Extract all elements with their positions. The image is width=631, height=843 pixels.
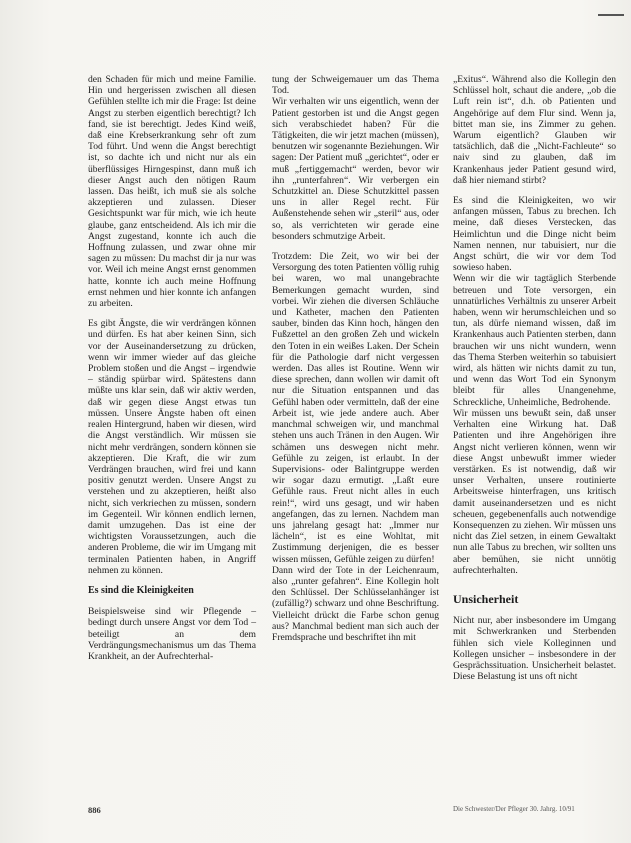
section-heading: Unsicherheit bbox=[453, 591, 519, 606]
paragraph: Es gibt Ängste, die wir verdrängen können und dürfen. Es hat aber keinen Sinn, sich vor der Auseinandersetzung zu drücken, wenn wir immer wieder auf das gleiche Problem stoßen und die Angst – irgendwie – ständig spürbar wird. Spätestens dann müßte uns klar sein, daß wir aktiv werden, daß wir gegen diese Angst etwas tun müssen. Unsere Ängste haben oft einen realen Hintergrund, haben wir diesen, wird die Angst verständlich. Wir müssen sie nicht mehr verdrängen, sondern können sie akzeptieren. Die Kraft, die wir zum Verdrängen brauchen, wird frei und kann positiv genutzt werden. Unsere Angst zu verstehen und zu akzeptieren, heißt also nicht, sich verkriechen zu müssen, sondern im Gegenteil. Wir können endlich lernen, damit umzugehen. Das ist eine der wichtigsten Voraussetzungen, auch die anderen Probleme, die wir im Umgang mit terminalen Patienten haben, in Angriff nehmen zu können. bbox=[88, 318, 256, 576]
paragraph: Es sind die Kleinigkeiten, wo wir anfangen müssen, Tabus zu brechen. Ich meine, daß dieses Verstecken, das Heimlichtun und die Dinge nicht beim Namen nennen, nur tabuisiert, nur die Angst schürt, die wir vor dem Tod sowieso haben. Wenn wir die wir tagtäglich Sterbende betreuen und Tote versorgen, ein unnatürliches Verhältnis zu unserer Arbeit haben, wenn wir herumschleichen und so tun, als dürfe niemand wissen, daß im Krankenhaus auch Patienten sterben, dann brauchen wir uns nicht wundern, wenn das Thema Sterben weiterhin so tabuisiert wird, als hätten wir nichts damit zu tun, und wenn das Wort Tod ein Synonym bleibt für alles Unangenehme, Schreckliche, Unheimliche, Bedrohende. Wir müssen uns bewußt sein, daß unser Verhalten eine Wirkung hat. Daß Patienten und ihre Angehörigen ihre Angst nicht verlieren können, wenn wir diese Angst unbewußt immer wieder verstärken. Es ist notwendig, daß wir unser Verhalten, unsere routinierte Arbeitsweise hinterfragen, uns kritisch damit auseinandersetzen und es nicht scheuen, gegebenenfalls auch notwendige Konsequenzen zu ziehen. Wir müssen uns nicht das Ziel setzen, in einem Gewaltakt nun alle Tabus zu brechen, wir sollten uns aber bemühen, sie nicht unnötig aufrechterhalten. bbox=[453, 195, 616, 576]
text-column-1 bbox=[88, 74, 256, 671]
running-footer: Die Schwester/Der Pfleger 30. Jahrg. 10/91 bbox=[453, 805, 575, 813]
paragraph: Trotzdem: Die Zeit, wo wir bei der Versorgung des toten Patienten völlig ruhig bei waren, wo mal unangebrachte Bemerkungen gemacht wurden, sind vorbei. Wir ziehen die diversen Schläuche und Katheter, machen den Patienten sauber, binden das Kinn hoch, hängen den Fußzettel an den großen Zeh und wickeln den Toten in ein weißes Laken. Der Schein für die Pathologie darf nicht vergessen werden. Das alles ist Routine. Wenn wir diese sprechen, dann wollen wir damit oft nur die Situation entspannen und das Gefühl haben oder vermitteln, daß der eine Arbeit ist, wie jede andere auch. Aber manchmal schweigen wir, und manchmal stehen uns auch Tränen in den Augen. Wir schämen uns deswegen nicht mehr. Gefühle zu zeigen, ist erlaubt. In der Supervisions- oder Balintgruppe werden wir sogar dazu ermutigt. „Laßt eure Gefühle raus. Freut nicht alles in euch rein!“, wird uns gesagt, und wir haben angefangen, das zu lernen. Nachdem man uns jahrelang gesagt hat: „Immer nur lächeln“, ist es eine Wohltat, mit Zustimmung derjenigen, die es besser wissen müssen, Gefühle zeigen zu dürfen! Dann wird der Tote in der Leichenraum, also „runter gefahren“. Eine Kollegin holt den Schlüssel. Der Schlüsselanhänger ist (zufällig?) schwarz und ohne Beschriftung. Vielleicht drückt die Farbe schon genug aus? Manchmal bedient man sich auch der Fremdsprache und beschriftet ihn mit bbox=[272, 251, 439, 643]
page-edge-mark bbox=[598, 14, 624, 16]
paragraph: „Exitus“. Während also die Kollegin den Schlüssel holt, schaut die andere, „ob die Luft rein ist“, d.h. ob Patienten und Angehörige auf dem Flur sind. Wenn ja, bittet man sie, ins Zimmer zu gehen. Warum eigentlich? Glauben wir tatsächlich, daß die „Nicht-Fachleute“ so naiv sind zu glauben, daß im Krankenhaus jeder Patient gesund wird, daß hier niemand stirbt? bbox=[453, 74, 616, 186]
paragraph: Nicht nur, aber insbesondere im Umgang mit Schwerkranken und Sterbenden fühlen sich viele Kolleginnen und Kollegen unsicher – insbesondere in der Gesprächssituation. Unsicherheit belastet. Diese Belastung ist uns oft nicht bbox=[453, 615, 616, 683]
section-heading: Es sind die Kleinigkeiten bbox=[88, 584, 194, 596]
text-column-2 bbox=[272, 74, 439, 652]
paragraph: tung der Schweigemauer um das Thema Tod. Wir verhalten wir uns eigentlich, wenn der Patient gestorben ist und die Angst gegen sich verabschiedet haben? Für die Tätigkeiten, die wir jetzt machen (müssen), benutzen wir sogenannte Beziehungen. Wir sagen: Der Patient muß „gerichtet“, oder er muß „fertiggemacht“ werden, bevor wir ihn „runterfahren“. Wir verbergen ein Schutzkittel an. Diese Schutzkittel passen uns in aller Regel recht. Für Außenstehende sehen wir „steril“ aus, oder so, als verrichteten wir gerade eine besonders schmutzige Arbeit. bbox=[272, 74, 440, 242]
page-number: 886 bbox=[88, 805, 101, 815]
paragraph: den Schaden für mich und meine Familie. Hin und hergerissen zwischen all diesen Gefühlen stellte ich mir die Frage: Ist deine Angst zu sterben eigentlich berechtigt? Ich fand, sie ist berechtigt. Jedes Kind weiß, daß eine Krebserkrankung sehr oft zum Tod führt. Und wenn die Angst berechtigt ist, so dachte ich und nicht nur als ein überflüssiges Hirngespinst, dann muß ich dieser Angst auch den nötigen Raum lassen. Das heißt, ich muß sie als solche akzeptieren und zulassen. Dieser Gesichtspunkt war für mich, wie ich heute glaube, ganz entscheidend. Als ich mir die Angst zugestand, konnte ich auch die Hoffnung zulassen, und zwar ohne mir sagen zu müssen: Du machst dir ja nur was vor. Weil ich meine Angst ernst genommen hatte, konnte ich auch meine Hoffnung ernst nehmen und hier konnte ich anfangen zu arbeiten. bbox=[88, 74, 256, 310]
text-column-3 bbox=[453, 74, 616, 691]
paragraph: Beispielsweise sind wir Pflegende – bedingt durch unsere Angst vor dem Tod – beteiligt an dem Verdrängungsmechanismus um das Thema Krankheit, an der Aufrechterhal- bbox=[88, 606, 256, 662]
